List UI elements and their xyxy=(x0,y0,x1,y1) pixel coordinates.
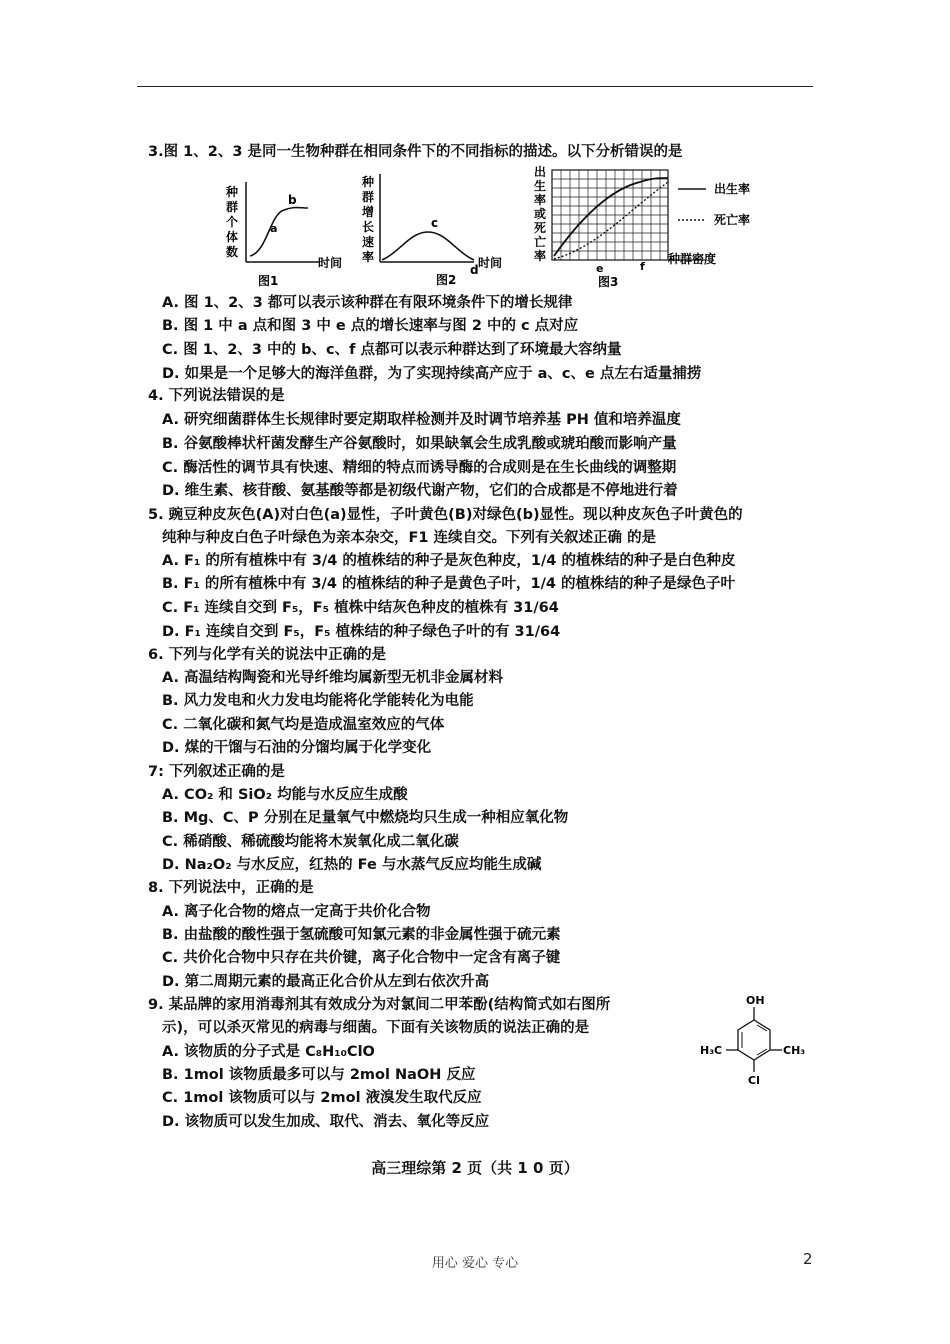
fig3-grid xyxy=(552,170,668,260)
q8-stem: 8. 下列说法中，正确的是 xyxy=(148,880,314,896)
q3-option-b: B. 图 1 中 a 点和图 3 中 e 点的增长速率与图 2 中的 c 点对应 xyxy=(162,318,579,334)
fig1-point-a: a xyxy=(270,222,278,235)
q5-stem-cont: 纯种与种皮白色子叶绿色为亲本杂交，F1 连续自交。下列有关叙述正确 的是 xyxy=(162,530,657,546)
page-number: 2 xyxy=(803,1250,813,1268)
q7-option-c: C. 稀硝酸、稀硫酸均能将木炭氧化成二氧化碳 xyxy=(162,834,459,850)
svg-text:死: 死 xyxy=(534,221,547,235)
svg-text:生: 生 xyxy=(534,179,547,193)
chemical-structure xyxy=(690,990,820,1090)
q7-option-d: D. Na₂O₂ 与水反应，红热的 Fe 与水蒸气反应均能生成碱 xyxy=(162,857,542,873)
svg-text:群: 群 xyxy=(226,200,239,214)
svg-text:种: 种 xyxy=(226,185,239,199)
header-rule xyxy=(137,86,813,87)
fig3-legend-birth: 出生率 xyxy=(714,182,751,196)
q6-option-c: C. 二氧化碳和氮气均是造成温室效应的气体 xyxy=(162,717,445,733)
q9-stem: 9. 某品牌的家用消毒剂其有效成分为对氯间二甲苯酚(结构简式如右图所 xyxy=(148,997,611,1013)
q4-option-b: B. 谷氨酸棒状杆菌发酵生产谷氨酸时，如果缺氧会生成乳酸或琥珀酸而影响产量 xyxy=(162,436,677,452)
fig3-ylabel xyxy=(534,164,546,263)
q9-option-c: C. 1mol 该物质可以与 2mol 液溴发生取代反应 xyxy=(162,1090,482,1106)
fig3-legend-death: 死亡率 xyxy=(714,213,751,227)
q8-option-d: D. 第二周期元素的最高正化合价从左到右依次升高 xyxy=(162,974,490,990)
fig2-point-c: c xyxy=(431,216,439,230)
svg-text:数: 数 xyxy=(226,245,239,259)
q6-stem: 6. 下列与化学有关的说法中正确的是 xyxy=(148,647,387,663)
q9-option-d: D. 该物质可以发生加成、取代、消去、氧化等反应 xyxy=(162,1114,490,1130)
q8-option-c: C. 共价化合物中只存在共价键，离子化合物中一定含有离子键 xyxy=(162,950,561,966)
figure-2 xyxy=(358,170,508,291)
q5-option-d: D. F₁ 连续自交到 F₅，F₅ 植株结的种子绿色子叶的有 31/64 xyxy=(162,624,561,640)
q6-option-b: B. 风力发电和火力发电均能将化学能转化为电能 xyxy=(162,693,474,709)
svg-text:速: 速 xyxy=(362,235,375,249)
svg-text:率: 率 xyxy=(362,250,375,264)
svg-text:体: 体 xyxy=(226,230,239,244)
svg-text:亡: 亡 xyxy=(534,235,547,249)
bottom-text: 用心 爱心 专心 xyxy=(431,1256,519,1271)
q6-option-d: D. 煤的干馏与石油的分馏均属于化学变化 xyxy=(162,740,432,756)
q9-option-a: A. 该物质的分子式是 C₈H₁₀ClO xyxy=(162,1044,375,1060)
q8-option-a: A. 离子化合物的熔点一定高于共价化合物 xyxy=(162,904,431,920)
fig3-point-f: f xyxy=(640,260,645,273)
fig2-ylabel xyxy=(361,174,374,264)
struct-left-methyl: H₃C xyxy=(700,1044,723,1057)
q3-option-a: A. 图 1、2、3 都可以表示该种群在有限环境条件下的增长规律 xyxy=(162,295,573,311)
page-footer: 高三理综第 2 页（共 1 0 页） xyxy=(371,1159,579,1177)
svg-text:率: 率 xyxy=(534,249,547,263)
svg-text:长: 长 xyxy=(362,220,375,234)
q4-option-d: D. 维生素、核苷酸、氨基酸等都是初级代谢产物，它们的合成都是不停地进行着 xyxy=(162,483,678,499)
q5-option-a: A. F₁ 的所有植株中有 3/4 的植株结的种子是灰色种皮，1/4 的植株结的种子是白色种皮 xyxy=(162,553,736,569)
fig3-point-e: e xyxy=(596,262,604,275)
svg-text:增: 增 xyxy=(362,205,375,219)
fig1-ylabel xyxy=(225,184,238,259)
svg-text:出: 出 xyxy=(534,165,547,179)
svg-text:或: 或 xyxy=(534,207,547,221)
q3-option-d: D. 如果是一个足够大的海洋鱼群，为了实现持续高产应于 a、c、e 点左右适量捕捞 xyxy=(162,366,702,382)
q3-stem: 3.图 1、2、3 是同一生物种群在相同条件下的不同指标的描述。以下分析错误的是 xyxy=(148,144,683,160)
q7-option-a: A. CO₂ 和 SiO₂ 均能与水反应生成酸 xyxy=(162,787,408,803)
q9-stem-cont: 示)，可以杀灭常见的病毒与细菌。下面有关该物质的说法正确的是 xyxy=(162,1020,590,1036)
fig1-caption: 图1 xyxy=(258,274,279,288)
q4-option-a: A. 研究细菌群体生长规律时要定期取样检测并及时调节培养基 PH 值和培养温度 xyxy=(162,412,681,428)
fig2-xlabel: 时间 xyxy=(478,256,503,270)
fig3-caption: 图3 xyxy=(598,275,619,289)
struct-cl: Cl xyxy=(748,1074,760,1087)
figure-1 xyxy=(222,176,352,291)
q5-option-c: C. F₁ 连续自交到 F₅，F₅ 植株中结灰色种皮的植株有 31/64 xyxy=(162,600,559,616)
svg-text:个: 个 xyxy=(226,215,239,229)
q9-option-b: B. 1mol 该物质最多可以与 2mol NaOH 反应 xyxy=(162,1067,476,1083)
q5-option-b: B. F₁ 的所有植株中有 3/4 的植株结的种子是黄色子叶，1/4 的植株结的种子是绿色子叶 xyxy=(162,576,736,592)
q4-option-c: C. 酶活性的调节具有快速、精细的特点而诱导酶的合成则是在生长曲线的调整期 xyxy=(162,460,677,476)
q8-option-b: B. 由盐酸的酸性强于氢硫酸可知氯元素的非金属性强于硫元素 xyxy=(162,927,561,943)
fig2-caption: 图2 xyxy=(436,273,457,287)
fig1-xlabel: 时间 xyxy=(318,256,343,270)
svg-text:率: 率 xyxy=(534,193,547,207)
fig3-xlabel: 种群密度 xyxy=(668,252,717,266)
q7-stem: 7: 下列叙述正确的是 xyxy=(148,764,285,780)
svg-text:种: 种 xyxy=(362,175,375,189)
figure-3 xyxy=(528,162,790,292)
fig2-point-d: d xyxy=(470,263,479,277)
svg-text:群: 群 xyxy=(362,190,375,204)
q7-option-b: B. Mg、C、P 分别在足量氧气中燃烧均只生成一种相应氧化物 xyxy=(162,810,569,826)
fig1-point-b: b xyxy=(288,193,297,207)
struct-right-methyl: CH₃ xyxy=(783,1044,806,1057)
q5-stem: 5. 豌豆种皮灰色(A)对白色(a)显性，子叶黄色(B)对绿色(b)显性。现以种皮灰色子叶黄色的 xyxy=(148,507,743,523)
q6-option-a: A. 高温结构陶瓷和光导纤维均属新型无机非金属材料 xyxy=(162,670,504,686)
q4-stem: 4. 下列说法错误的是 xyxy=(148,388,285,404)
struct-oh: OH xyxy=(746,994,765,1007)
q3-option-c: C. 图 1、2、3 中的 b、c、f 点都可以表示种群达到了环境最大容纳量 xyxy=(162,342,622,358)
